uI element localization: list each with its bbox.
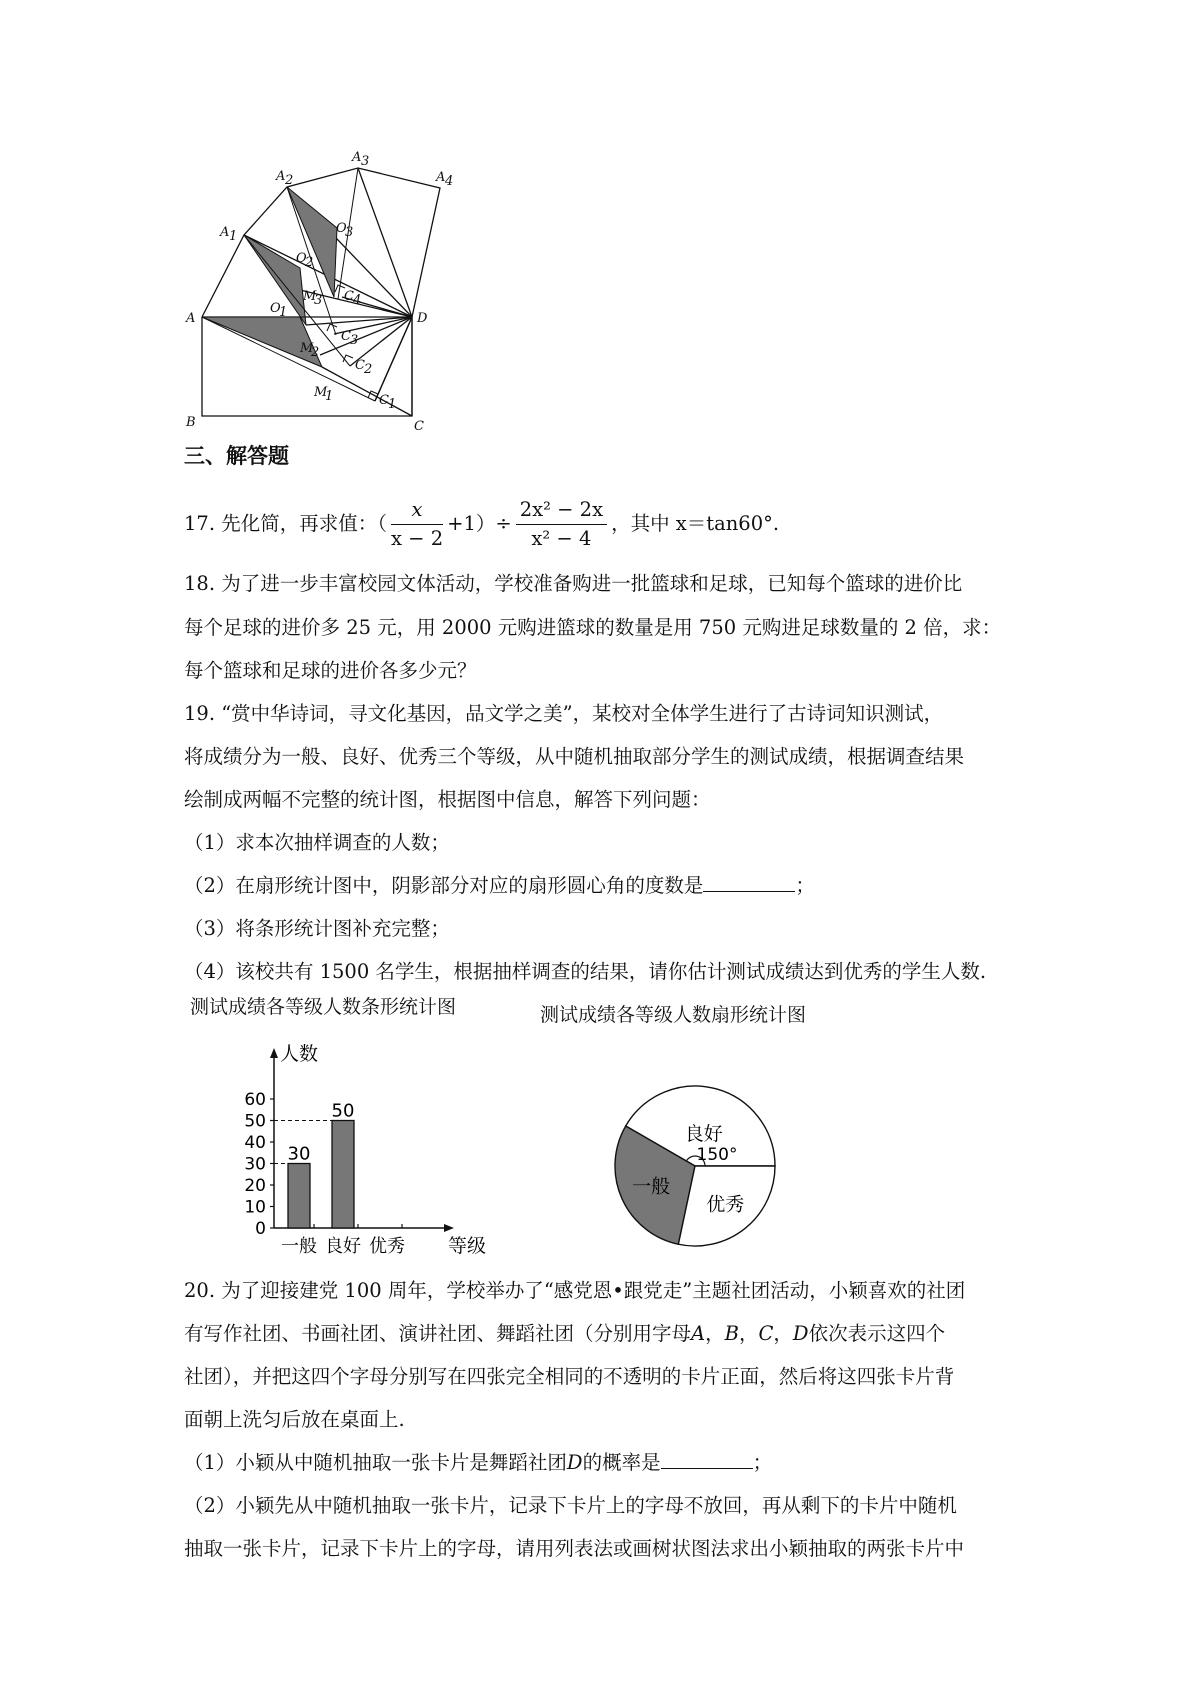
y-tick-label: 40 <box>244 1133 266 1153</box>
fraction-1: $\frac{x}{x - 2}$ <box>390 498 444 550</box>
label-B: B <box>186 415 196 430</box>
question-18-line-2: 每个足球的进价多 25 元，用 2000 元购进篮球的数量是用 750 元购进足球数量的 2 倍，求： <box>184 616 1002 639</box>
y-tick-label: 20 <box>244 1176 266 1196</box>
answer-blank-19-2[interactable] <box>703 873 795 892</box>
question-20-line-2: 有写作社团、书画社团、演讲社团、舞蹈社团（分别用字母A，B，C，D依次表示这四个 <box>184 1322 946 1345</box>
y-axis-label: 人数 <box>280 1043 319 1065</box>
question-20-line-4: 面朝上洗匀后放在桌面上. <box>184 1408 405 1431</box>
bar <box>332 1121 354 1229</box>
pie-slice-label: 一般 <box>632 1175 671 1198</box>
question-19-part-1: （1）求本次抽样调查的人数； <box>184 831 450 854</box>
svg-text:3: 3 <box>314 293 323 308</box>
bar-value-label: 50 <box>331 1100 355 1122</box>
svg-text:3: 3 <box>345 225 354 240</box>
label-A2: A <box>276 169 286 184</box>
question-19-line-1: 19. “赏中华诗词，寻文化基因，品文学之美”，某校对全体学生进行了古诗词知识测试， <box>184 702 944 725</box>
category-label: 一般 <box>281 1236 317 1257</box>
pie-slice-label: 优秀 <box>706 1193 745 1216</box>
question-18-line-1: 18. 为了进一步丰富校园文体活动，学校准备购进一批篮球和足球，已知每个篮球的进价比 <box>184 572 963 595</box>
pie-chart <box>600 1080 790 1260</box>
y-tick-label: 30 <box>244 1154 266 1175</box>
question-20-line-3: 社团），并把这四个字母分别写在四张完全相同的不透明的卡片正面，然后将这四张卡片背 <box>184 1365 955 1388</box>
label-O1: O <box>270 301 281 316</box>
label-A4: A <box>436 170 446 185</box>
svg-text:4: 4 <box>445 174 454 189</box>
y-tick-label: 0 <box>255 1219 266 1239</box>
y-axis-arrow <box>270 1048 278 1058</box>
question-19-part-3: （3）将条形统计图补充完整； <box>184 917 450 940</box>
y-tick-label: 10 <box>244 1197 266 1218</box>
angle-label: 150° <box>696 1145 738 1165</box>
svg-text:2: 2 <box>311 345 320 360</box>
svg-text:3: 3 <box>350 333 359 348</box>
bar-value-label: 30 <box>287 1143 311 1165</box>
question-20-part-1: （1）小颖从中随机抽取一张卡片是舞蹈社团D的概率是 ； <box>184 1451 773 1474</box>
label-A1: A <box>220 225 230 240</box>
question-17: 17. 先化简，再求值：（ $\frac{x}{x - 2}$ +1）÷ $\frac{\text{2x² − 2x}}{\text{x² − 4}}$ ，其中 x＝tan60°. <box>184 496 779 553</box>
label-O2: O <box>296 251 307 266</box>
y-tick-label: 50 <box>244 1111 266 1132</box>
category-label: 良好 <box>325 1236 361 1257</box>
bar-chart-title: 测试成绩各等级人数条形统计图 <box>190 996 457 1018</box>
svg-text:4: 4 <box>353 293 362 308</box>
label-M3: M <box>303 289 317 304</box>
svg-text:1: 1 <box>325 389 334 404</box>
bar-chart <box>244 1040 500 1260</box>
question-20-part-2-line-1: （2）小颖先从中随机抽取一张卡片，记录下卡片上的字母不放回，再从剩下的卡片中随机 <box>184 1494 957 1517</box>
question-18-line-3: 每个篮球和足球的进价各多少元？ <box>184 659 477 682</box>
question-20-part-2-line-2: 抽取一张卡片，记录下卡片上的字母，请用列表法或画树状图法求出小颖抽取的两张卡片中 <box>184 1537 965 1560</box>
label-C4: C <box>344 289 354 304</box>
svg-text:2: 2 <box>364 362 373 377</box>
label-A: A <box>186 311 196 326</box>
category-label: 优秀 <box>369 1236 405 1257</box>
question-19-part-4: （4）该校共有 1500 名学生，根据抽样调查的结果，请你估计测试成绩达到优秀的学生人数. <box>184 960 987 983</box>
section-title: 三、解答题 <box>184 444 289 468</box>
svg-text:1: 1 <box>279 305 288 320</box>
question-19-line-2: 将成绩分为一般、良好、优秀三个等级，从中随机抽取部分学生的测试成绩，根据调查结果 <box>184 745 965 768</box>
label-C: C <box>414 419 424 434</box>
question-20-line-1: 20. 为了迎接建党 100 周年，学校举办了“感党恩•跟党走”主题社团活动，小颖喜欢的社团 <box>184 1279 966 1302</box>
label-C3: C <box>341 329 351 344</box>
pie-chart-title: 测试成绩各等级人数扇形统计图 <box>540 1004 807 1026</box>
svg-text:2: 2 <box>305 255 314 270</box>
svg-text:1: 1 <box>229 229 238 244</box>
label-M2: M <box>300 341 314 356</box>
pie-slice-label: 良好 <box>684 1123 723 1146</box>
svg-text:3: 3 <box>361 154 370 169</box>
question-19-line-3: 绘制成两幅不完整的统计图，根据图中信息，解答下列问题： <box>184 788 711 811</box>
question-19-part-2: （2）在扇形统计图中，阴影部分对应的扇形圆心角的度数是 ； <box>184 874 815 897</box>
label-A3: A <box>352 150 362 165</box>
label-O3: O <box>336 221 347 236</box>
label-M1: M <box>314 385 328 400</box>
x-axis-arrow <box>444 1224 454 1232</box>
y-tick-label: 60 <box>244 1090 266 1110</box>
answer-blank-20-1[interactable] <box>661 1450 753 1469</box>
geometry-figure <box>170 140 454 434</box>
label-C2: C <box>355 358 365 373</box>
label-D: D <box>417 311 428 326</box>
svg-text:1: 1 <box>388 397 397 412</box>
x-axis-label: 等级 <box>448 1235 487 1257</box>
bar <box>288 1164 310 1229</box>
svg-text:2: 2 <box>285 173 294 188</box>
label-C1: C <box>379 393 389 408</box>
fraction-2: $\frac{\text{2x² − 2x}}{\text{x² − 4}}$ <box>516 496 607 553</box>
